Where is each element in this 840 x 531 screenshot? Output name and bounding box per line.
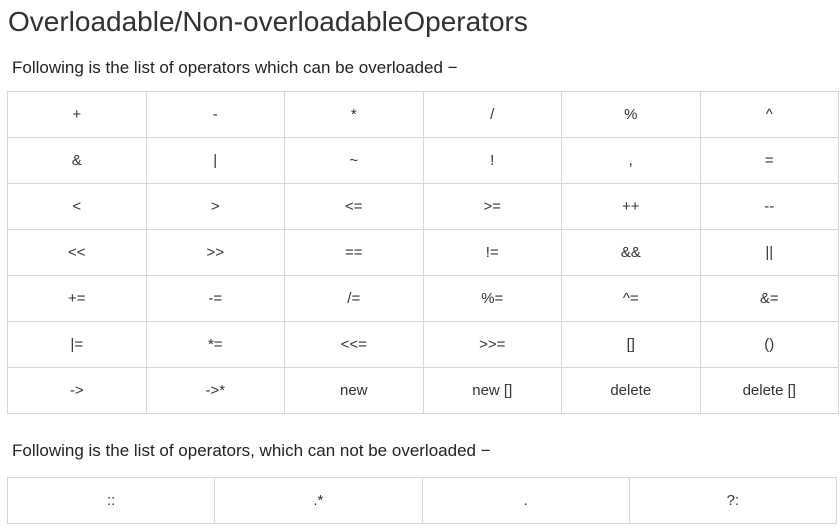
table-row — [8, 138, 839, 184]
operator-cell: %= — [423, 276, 562, 322]
operator-cell: == — [285, 230, 424, 276]
operator-cell: -> — [8, 368, 147, 414]
table-row — [8, 184, 839, 230]
operator-cell: *= — [146, 322, 285, 368]
operator-cell: . — [422, 478, 629, 524]
operator-cell: new [] — [423, 368, 562, 414]
operator-cell: + — [8, 92, 147, 138]
operator-cell: >>= — [423, 322, 562, 368]
operator-cell: ^= — [562, 276, 701, 322]
operator-cell: -= — [146, 276, 285, 322]
operator-cell: |= — [8, 322, 147, 368]
table-row — [8, 230, 839, 276]
operator-cell: += — [8, 276, 147, 322]
operator-cell: / — [423, 92, 562, 138]
operator-cell: >= — [423, 184, 562, 230]
non-overloadable-intro-text: Following is the list of operators, which can not be overloaded − — [12, 441, 491, 460]
operator-cell: -- — [700, 184, 839, 230]
non-overloadable-operators-table — [7, 477, 837, 524]
operator-cell: .* — [215, 478, 422, 524]
operator-cell: /= — [285, 276, 424, 322]
overloadable-intro-text: Following is the list of operators which can be overloaded − — [12, 58, 458, 77]
operator-cell: ~ — [285, 138, 424, 184]
operator-cell: [] — [562, 322, 701, 368]
operator-cell: % — [562, 92, 701, 138]
table-row — [8, 322, 839, 368]
operator-cell: ! — [423, 138, 562, 184]
operator-cell: ^ — [700, 92, 839, 138]
operator-cell: != — [423, 230, 562, 276]
operator-cell: , — [562, 138, 701, 184]
page-title: Overloadable/Non-overloadableOperators — [8, 6, 528, 37]
operator-cell: new — [285, 368, 424, 414]
operator-cell: delete [] — [700, 368, 839, 414]
operator-cell: < — [8, 184, 147, 230]
operator-cell: ->* — [146, 368, 285, 414]
operator-cell: () — [700, 322, 839, 368]
table-row — [8, 478, 837, 524]
operator-cell: > — [146, 184, 285, 230]
operator-cell: = — [700, 138, 839, 184]
operator-cell: ?: — [629, 478, 836, 524]
operator-cell: && — [562, 230, 701, 276]
operator-cell: | — [146, 138, 285, 184]
operator-cell: <= — [285, 184, 424, 230]
operator-cell: <<= — [285, 322, 424, 368]
operator-cell: :: — [8, 478, 215, 524]
operator-cell: ++ — [562, 184, 701, 230]
operator-cell: - — [146, 92, 285, 138]
operator-cell: || — [700, 230, 839, 276]
table-row — [8, 92, 839, 138]
table-row — [8, 368, 839, 414]
operator-cell: << — [8, 230, 147, 276]
operator-cell: & — [8, 138, 147, 184]
operator-cell: &= — [700, 276, 839, 322]
operator-cell: * — [285, 92, 424, 138]
table-row — [8, 276, 839, 322]
overloadable-operators-table — [7, 91, 839, 414]
operator-cell: >> — [146, 230, 285, 276]
operator-cell: delete — [562, 368, 701, 414]
